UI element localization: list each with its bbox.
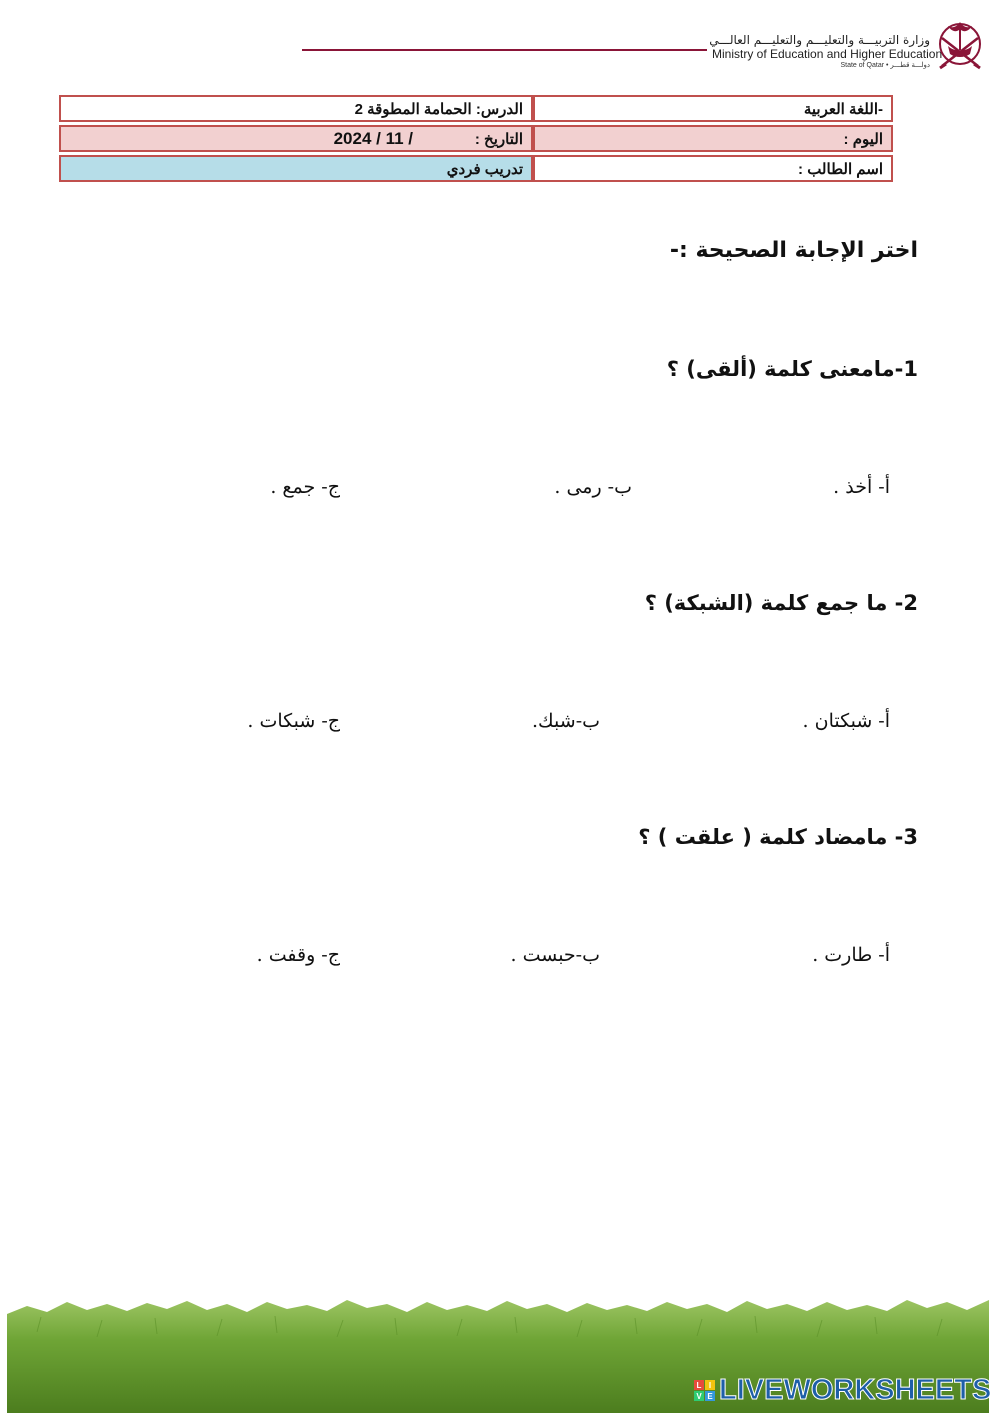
activity-cell: تدريب فردي (59, 155, 533, 182)
q2-option-a[interactable]: أ- شبكتان . (802, 710, 890, 732)
q3-option-b[interactable]: ب-حبست . (510, 944, 600, 966)
day-cell[interactable]: اليوم : (533, 125, 893, 152)
q1-option-b[interactable]: ب- رمى . (554, 476, 632, 498)
qatar-emblem-icon (934, 14, 986, 80)
student-info-table (59, 92, 893, 185)
info-row-subject (59, 95, 893, 122)
question-2: 2- ما جمع كلمة (الشبكة) ؟ (644, 591, 918, 615)
lesson-cell: الدرس: الحمامة المطوقة 2 (59, 95, 533, 122)
q1-option-a[interactable]: أ- أخذ . (833, 476, 890, 498)
liveworksheets-wordmark: LIVEWORKSHEETS (719, 1374, 992, 1406)
ministry-name-english: Ministry of Education and Higher Education (712, 47, 943, 61)
info-row-date (59, 125, 893, 152)
subject-cell: -اللغة العربية (533, 95, 893, 122)
question-1: 1-مامعنى كلمة (ألقى) ؟ (666, 357, 918, 381)
liveworksheets-logo (694, 1374, 991, 1407)
q2-option-b[interactable]: ب-شبك. (531, 710, 600, 732)
state-of-qatar-label: State of Qatar • دولـــة قطـــر (840, 62, 930, 69)
date-cell[interactable] (59, 125, 533, 152)
liveworksheets-grid-icon: L I V E (694, 1380, 715, 1401)
instruction-heading: اختر الإجابة الصحيحة :- (669, 238, 918, 263)
student-name-cell[interactable]: اسم الطالب : (533, 155, 893, 182)
q1-option-c[interactable]: ج- جمع . (270, 476, 340, 498)
ministry-name-arabic: وزارة التربيـــة والتعليـــم والتعليـــم العالـــي (709, 33, 930, 47)
q3-option-a[interactable]: أ- طارت . (812, 944, 890, 966)
date-label: التاريخ : (474, 130, 523, 148)
q2-option-c[interactable]: ج- شبكات . (247, 710, 340, 732)
q3-option-c[interactable]: ج- وقفت . (256, 944, 340, 966)
ministry-name-block (709, 33, 943, 71)
header-divider-line (302, 49, 707, 51)
question-3: 3- مامضاد كلمة ( علقت ) ؟ (638, 825, 918, 849)
date-value: 2024 / 11 / (333, 128, 413, 148)
info-row-student (59, 155, 893, 182)
